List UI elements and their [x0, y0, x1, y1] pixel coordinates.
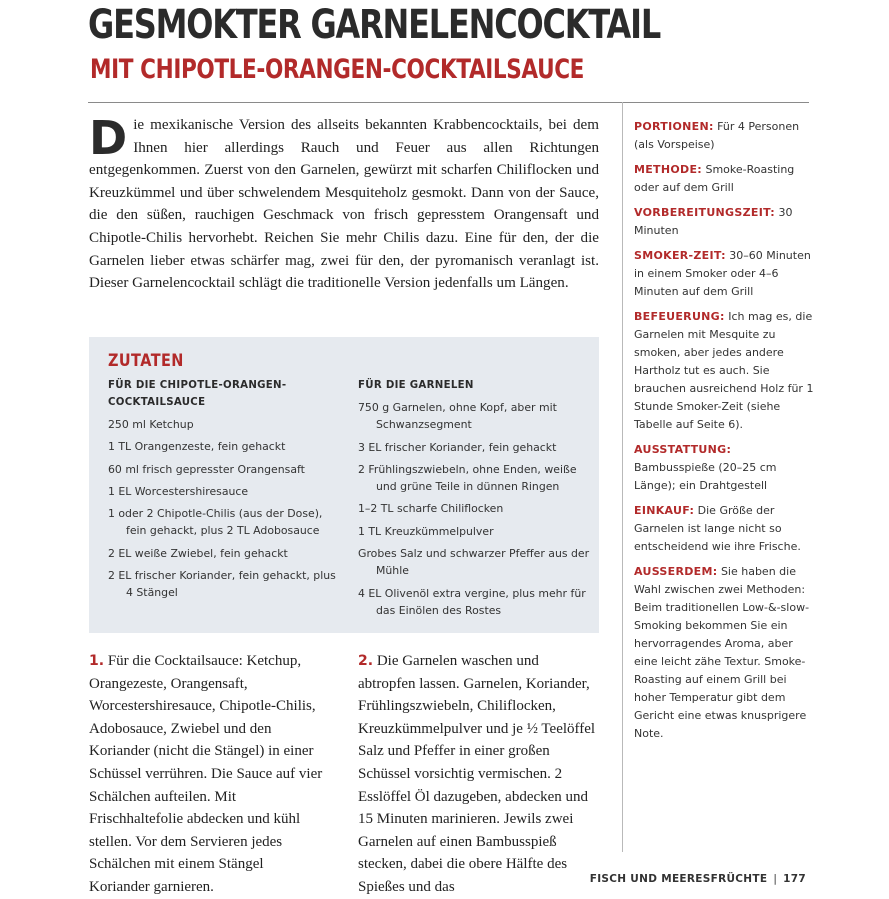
info-label: METHODE: [634, 163, 702, 176]
info-value: Ich mag es, die Garnelen mit Mesquite zu smoken, aber jedes andere Hartholz tut es auch. Sie brauchen ausreichend Holz für 1 Stunde Smoker-Zeit (siehe Tabelle auf Seite 6). [634, 310, 814, 431]
info-value: Sie haben die Wahl zwischen zwei Methoden: Beim traditionellen Low-&-slow-Smoking bekommen Sie ein hervorragendes Aroma, aber eine leicht zähe Textur. Smoke-Roasting auf einem Grill bei hoher Temperatur gibt dem Gericht eine etwas knusprigere Note. [634, 565, 810, 740]
info-notes [634, 563, 814, 743]
drop-cap: D [89, 111, 128, 165]
footer-separator: | [773, 873, 778, 885]
ingredient-item: 750 g Garnelen, ohne Kopf, aber mit Schwanzsegment [358, 401, 557, 432]
recipe-subtitle: MIT CHIPOTLE-ORANGEN-COCKTAILSAUCE [90, 54, 585, 85]
sauce-heading: FÜR DIE CHIPOTLE-ORANGEN-COCKTAILSAUCE [108, 380, 287, 408]
step-text: Für die Cocktailsauce: Ketchup, Orangezeste, Orangensaft, Worcestershiresauce, Chipotle-Chilis, Adobosauce, Zwiebel und den Koriander (nicht die Stängel) in einer Schüssel verrühren. Die Sauce auf vier Schälchen aufteilen. Mit Frischhaltefolie abdecken und kühl stellen. Vor dem Servieren jedes Schälchen mit einem Stängel Koriander garnieren. [89, 653, 323, 895]
column-divider [622, 102, 623, 852]
info-label: AUSSTATTUNG: [634, 443, 732, 456]
ingredient-item: 250 ml Ketchup [108, 418, 194, 431]
info-label: SMOKER-ZEIT: [634, 249, 726, 262]
shrimp-ingredients [358, 377, 590, 624]
ingredient-item: 60 ml frisch gepresster Orangensaft [108, 462, 305, 476]
info-label: PORTIONEN: [634, 120, 714, 133]
recipe-title: GESMOKTER GARNELENCOCKTAIL [88, 2, 661, 48]
sauce-ingredients [108, 377, 340, 607]
info-label: AUSSERDEM: [634, 565, 718, 578]
ingredient-item: 1 TL Kreuzkümmelpulver [358, 524, 494, 538]
page-number: 177 [783, 873, 806, 885]
intro-text: ie mexikanische Version des allseits bekannten Krabbencocktails, bei dem Ihnen hier allerdings Rauch und Feuer aus allen Richtungen entgegenkommen. Zuerst von den Garnelen, gewürzt mit scharfen Chiliflocken und Kreuzkümmel und über schwelendem Mesquiteholz gesmokt. Dann von der Sauce, die den süßen, rauchigen Geschmack von frisch gepresstem Orangensaft und Chipotle-Chilis hervorhebt. Reichen Sie mehr Chilis dazu. Eine für den, der die Garnelen lieber etwas schärfer mag, zwei für den, der pyromanisch veranlagt ist. Dieser Garnelencocktail schlägt die traditionelle Version jedenfalls um Längen. [89, 117, 599, 292]
info-value: Bambusspieße (20–25 cm Länge); ein Drahtgestell [634, 461, 777, 492]
info-label: EINKAUF: [634, 504, 695, 517]
info-smoker-time [634, 247, 814, 301]
step-number: 2. [358, 653, 374, 669]
info-method [634, 161, 814, 197]
info-servings [634, 118, 814, 154]
ingredients-box [89, 337, 599, 633]
ingredient-item: 1–2 TL scharfe Chiliflocken [358, 502, 504, 516]
title-divider [88, 102, 809, 103]
info-value: 30–60 Minuten in einem Smoker oder 4–6 Minuten auf dem Grill [634, 249, 811, 298]
info-shopping [634, 502, 814, 556]
info-value: 30 Minuten [634, 206, 793, 237]
step-2 [358, 650, 596, 899]
intro-paragraph [89, 111, 599, 295]
step-1 [89, 650, 327, 899]
step-number: 1. [89, 653, 105, 669]
info-equipment [634, 441, 814, 495]
ingredient-item: 1 TL Orangenzeste, fein gehackt [108, 440, 286, 454]
ingredient-item: 2 EL frischer Koriander, fein gehackt, plus 4 Stängel [108, 569, 336, 600]
info-value: Die Größe der Garnelen ist lange nicht so entscheidend wie ihre Frische. [634, 504, 801, 553]
ingredient-item: 2 EL weiße Zwiebel, fein gehackt [108, 546, 288, 560]
ingredient-item: 1 EL Worcestershiresauce [108, 484, 249, 498]
info-fuel [634, 308, 814, 434]
ingredient-item: 1 oder 2 Chipotle-Chilis (aus der Dose), fein gehackt, plus 2 TL Adobosauce [108, 507, 323, 538]
info-value: Smoke-Roasting oder auf dem Grill [634, 163, 795, 194]
ingredient-item: 4 EL Olivenöl extra vergine, plus mehr für das Einölen des Rostes [358, 586, 586, 617]
info-prep-time [634, 204, 814, 240]
info-label: VORBEREITUNGSZEIT: [634, 206, 775, 219]
step-text: Die Garnelen waschen und abtropfen lassen. Garnelen, Koriander, Frühlingszwiebeln, Chiliflocken, Kreuzkümmelpulver und je ½ Teelöffel Salz und Pfeffer in einer großen Schüssel vorsichtig vermischen. 2 Esslöffel Öl dazugeben, abdecken und 15 Minuten marinieren. Jewils zwei Garnelen auf einen Bambusspieß stecken, dabei die obere Hälfte des Spießes und das [358, 653, 596, 895]
ingredients-title: ZUTATEN [108, 351, 184, 371]
info-label: BEFEUERUNG: [634, 310, 725, 323]
recipe-info-sidebar [634, 118, 814, 750]
ingredient-item: 3 EL frischer Koriander, fein gehackt [358, 440, 557, 454]
page-footer [590, 873, 806, 885]
shrimp-heading: FÜR DIE GARNELEN [358, 380, 474, 391]
info-value: Für 4 Personen (als Vorspeise) [634, 120, 800, 151]
ingredient-item: 2 Frühlingszwiebeln, ohne Enden, weiße und grüne Teile in dünnen Ringen [358, 462, 577, 494]
footer-section: FISCH UND MEERESFRÜCHTE [589, 873, 768, 885]
ingredient-item: Grobes Salz und schwarzer Pfeffer aus der Mühle [358, 547, 590, 578]
